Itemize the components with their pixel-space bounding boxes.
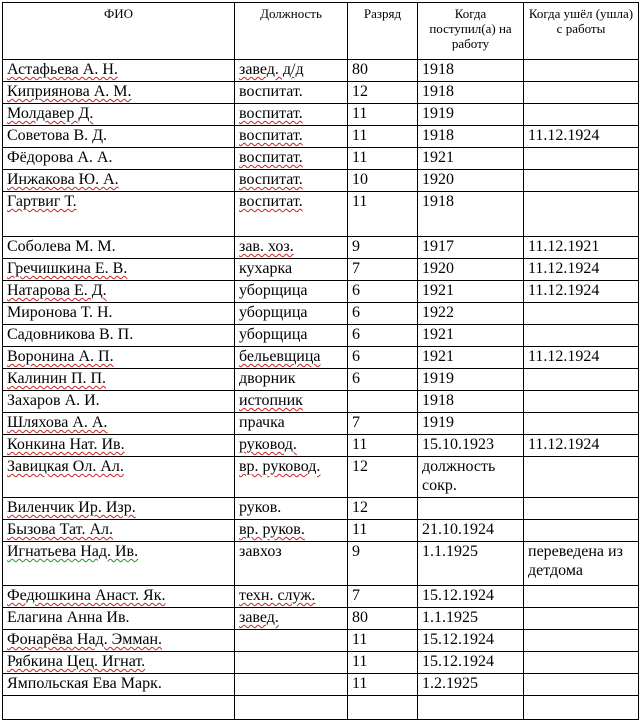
col-header-grade: Разряд xyxy=(348,3,418,60)
staff-left xyxy=(524,391,639,413)
staff-hired xyxy=(418,630,524,652)
staff-name xyxy=(3,498,235,520)
table-row xyxy=(3,347,639,369)
table-row xyxy=(3,674,639,696)
staff-table xyxy=(2,2,639,720)
cell-text: Игнатьева Над. Ив. xyxy=(7,543,139,560)
staff-position xyxy=(235,630,348,652)
staff-hired xyxy=(418,259,524,281)
cell-text: 1.1.1925 xyxy=(422,609,478,626)
staff-name xyxy=(3,60,235,82)
staff-hired xyxy=(418,608,524,630)
staff-left xyxy=(524,520,639,542)
staff-grade xyxy=(348,104,418,126)
staff-hired xyxy=(418,170,524,192)
cell-text: 11.12.1924 xyxy=(528,436,600,453)
staff-grade xyxy=(348,413,418,435)
table-row xyxy=(3,259,639,281)
staff-grade xyxy=(348,674,418,696)
staff-left xyxy=(524,696,639,720)
cell-text: 11 xyxy=(352,631,368,648)
staff-hired xyxy=(418,126,524,148)
staff-name xyxy=(3,435,235,457)
cell-text: Фонарёва Над. Эмман. xyxy=(7,631,163,648)
cell-text: Захаров А. И. xyxy=(7,392,100,409)
cell-text: руков. xyxy=(239,499,282,516)
staff-position xyxy=(235,192,348,237)
staff-name xyxy=(3,630,235,652)
staff-left xyxy=(524,498,639,520)
staff-hired xyxy=(418,60,524,82)
staff-left xyxy=(524,347,639,369)
cell-text: Гартвиг Т. xyxy=(7,193,77,210)
staff-hired xyxy=(418,369,524,391)
staff-left xyxy=(524,586,639,608)
cell-text: 15.12.1924 xyxy=(422,631,494,648)
cell-text: Завицкая Ол. Ал. xyxy=(7,458,124,475)
staff-position xyxy=(235,586,348,608)
cell-text: переведена из детдома xyxy=(528,543,623,579)
cell-text: 15.12.1924 xyxy=(422,587,494,604)
staff-grade xyxy=(348,148,418,170)
cell-text: 10 xyxy=(352,171,368,188)
cell-text: 6 xyxy=(352,326,360,343)
cell-text: 11 xyxy=(352,193,368,210)
staff-name xyxy=(3,542,235,586)
staff-left xyxy=(524,652,639,674)
staff-left xyxy=(524,674,639,696)
staff-hired xyxy=(418,325,524,347)
cell-text: Ямпольская Ева Марк. xyxy=(7,675,162,692)
staff-grade xyxy=(348,60,418,82)
table-row xyxy=(3,325,639,347)
staff-grade xyxy=(348,652,418,674)
staff-grade xyxy=(348,237,418,259)
staff-left xyxy=(524,82,639,104)
cell-text: 6 xyxy=(352,304,360,321)
table-row xyxy=(3,630,639,652)
staff-name xyxy=(3,674,235,696)
staff-left xyxy=(524,237,639,259)
staff-grade xyxy=(348,82,418,104)
staff-name xyxy=(3,325,235,347)
staff-position xyxy=(235,369,348,391)
cell-text: 12 xyxy=(352,458,368,475)
staff-position xyxy=(235,498,348,520)
staff-hired xyxy=(418,82,524,104)
staff-name xyxy=(3,170,235,192)
staff-grade xyxy=(348,325,418,347)
cell-text: Фёдорова А. А. xyxy=(7,149,113,166)
staff-hired xyxy=(418,542,524,586)
staff-left xyxy=(524,170,639,192)
cell-text: вр. руков. xyxy=(239,521,305,538)
staff-hired xyxy=(418,457,524,498)
staff-left xyxy=(524,608,639,630)
staff-name xyxy=(3,457,235,498)
cell-text: 6 xyxy=(352,348,360,365)
table-row xyxy=(3,391,639,413)
cell-text: 6 xyxy=(352,282,360,299)
staff-position xyxy=(235,413,348,435)
cell-text: 7 xyxy=(352,260,360,277)
cell-text: прачка xyxy=(239,414,285,431)
table-row xyxy=(3,60,639,82)
staff-hired xyxy=(418,435,524,457)
staff-grade xyxy=(348,520,418,542)
staff-name xyxy=(3,237,235,259)
cell-text: 11.12.1924 xyxy=(528,282,600,299)
table-row xyxy=(3,237,639,259)
staff-name xyxy=(3,369,235,391)
cell-text: 1.2.1925 xyxy=(422,675,478,692)
staff-left xyxy=(524,435,639,457)
staff-hired xyxy=(418,520,524,542)
staff-position xyxy=(235,281,348,303)
staff-left xyxy=(524,281,639,303)
staff-name xyxy=(3,391,235,413)
cell-text: 1921 xyxy=(422,348,454,365)
staff-hired xyxy=(418,192,524,237)
staff-left xyxy=(524,325,639,347)
cell-text: 11 xyxy=(352,149,368,166)
table-row xyxy=(3,652,639,674)
staff-position xyxy=(235,652,348,674)
col-header-hired: Когда поступил(а) на работу xyxy=(418,3,524,60)
cell-text: Виленчик Ир. Изр. xyxy=(7,499,136,516)
cell-text: 21.10.1924 xyxy=(422,521,494,538)
staff-position xyxy=(235,347,348,369)
cell-text: 1919 xyxy=(422,370,454,387)
staff-grade xyxy=(348,170,418,192)
staff-hired xyxy=(418,303,524,325)
cell-text: 1918 xyxy=(422,61,454,78)
cell-text: 1920 xyxy=(422,260,454,277)
staff-name xyxy=(3,82,235,104)
staff-name xyxy=(3,303,235,325)
staff-position xyxy=(235,608,348,630)
staff-left xyxy=(524,60,639,82)
staff-position xyxy=(235,325,348,347)
staff-position xyxy=(235,126,348,148)
cell-text: 11.12.1924 xyxy=(528,260,600,277)
staff-grade xyxy=(348,126,418,148)
staff-position xyxy=(235,259,348,281)
staff-position xyxy=(235,170,348,192)
cell-text: 1918 xyxy=(422,127,454,144)
table-row xyxy=(3,369,639,391)
cell-text: 1918 xyxy=(422,83,454,100)
staff-grade xyxy=(348,259,418,281)
staff-position xyxy=(235,435,348,457)
cell-text: Калинин П. П. xyxy=(7,370,107,387)
cell-text: дворник xyxy=(239,370,296,387)
staff-grade xyxy=(348,457,418,498)
table-row xyxy=(3,520,639,542)
table-row xyxy=(3,608,639,630)
staff-name xyxy=(3,520,235,542)
staff-position xyxy=(235,696,348,720)
cell-text: уборщица xyxy=(239,282,308,299)
cell-text: 7 xyxy=(352,414,360,431)
staff-grade xyxy=(348,369,418,391)
cell-text: Садовникова В. П. xyxy=(7,326,134,343)
table-row xyxy=(3,82,639,104)
cell-text: уборщица xyxy=(239,326,308,343)
cell-text: 9 xyxy=(352,543,360,560)
table-row xyxy=(3,413,639,435)
cell-text: вр. руковод. xyxy=(239,458,321,475)
cell-text: 1921 xyxy=(422,149,454,166)
staff-position xyxy=(235,82,348,104)
staff-left xyxy=(524,259,639,281)
cell-text: Молдавер Д. xyxy=(7,105,94,122)
cell-text: уборщица xyxy=(239,304,308,321)
table-row xyxy=(3,104,639,126)
staff-left xyxy=(524,630,639,652)
cell-text: 7 xyxy=(352,587,360,604)
cell-text: Шляхова А. А. xyxy=(7,414,108,431)
col-header-fio: ФИО xyxy=(3,3,235,60)
staff-hired xyxy=(418,652,524,674)
staff-grade xyxy=(348,303,418,325)
cell-text: Бызова Тат. Ал. xyxy=(7,521,113,538)
staff-position xyxy=(235,237,348,259)
cell-text: воспитат. xyxy=(239,149,303,166)
cell-text: воспитат. xyxy=(239,171,303,188)
staff-left xyxy=(524,542,639,586)
staff-name xyxy=(3,259,235,281)
cell-text: 15.10.1923 xyxy=(422,436,494,453)
staff-position xyxy=(235,542,348,586)
staff-name xyxy=(3,696,235,720)
cell-text: 80 xyxy=(352,61,368,78)
staff-left xyxy=(524,126,639,148)
col-header-position: Должность xyxy=(235,3,348,60)
staff-hired xyxy=(418,148,524,170)
cell-text: 1919 xyxy=(422,105,454,122)
cell-text: 12 xyxy=(352,83,368,100)
cell-text: Соболева М. М. xyxy=(7,238,116,255)
cell-text: Гречишкина Е. В. xyxy=(7,260,128,277)
cell-text: воспитат. xyxy=(239,83,303,100)
staff-hired xyxy=(418,104,524,126)
table-row xyxy=(3,435,639,457)
table-row xyxy=(3,457,639,498)
staff-name xyxy=(3,413,235,435)
cell-text: 11 xyxy=(352,127,368,144)
table-row xyxy=(3,542,639,586)
cell-text: 1917 xyxy=(422,238,454,255)
col-header-left: Когда ушёл (ушла) с работы xyxy=(524,3,639,60)
cell-text: 11 xyxy=(352,521,368,538)
cell-text: истопник xyxy=(239,392,303,409)
cell-text: Советова В. Д. xyxy=(7,127,108,144)
cell-text: кухарка xyxy=(239,260,293,277)
cell-text: 1.1.1925 xyxy=(422,543,478,560)
staff-left xyxy=(524,457,639,498)
cell-text: 11 xyxy=(352,436,368,453)
cell-text: руковод. xyxy=(239,436,297,453)
staff-position xyxy=(235,391,348,413)
cell-text: завед. xyxy=(239,609,279,626)
staff-name xyxy=(3,126,235,148)
staff-hired xyxy=(418,413,524,435)
table-row xyxy=(3,192,639,237)
cell-text: 1919 xyxy=(422,414,454,431)
cell-text: 1922 xyxy=(422,304,454,321)
staff-grade xyxy=(348,542,418,586)
cell-text: Киприянова А. М. xyxy=(7,83,132,100)
cell-text: Миронова Т. Н. xyxy=(7,304,113,321)
staff-left xyxy=(524,369,639,391)
cell-text: 1920 xyxy=(422,171,454,188)
cell-text: 11.12.1924 xyxy=(528,127,600,144)
cell-text: 11.12.1924 xyxy=(528,348,600,365)
cell-text: воспитат. xyxy=(239,105,303,122)
table-row xyxy=(3,148,639,170)
staff-position xyxy=(235,520,348,542)
staff-name xyxy=(3,281,235,303)
cell-text: 15.12.1924 xyxy=(422,653,494,670)
staff-name xyxy=(3,104,235,126)
staff-grade xyxy=(348,696,418,720)
staff-name xyxy=(3,148,235,170)
staff-name xyxy=(3,586,235,608)
cell-text: 1918 xyxy=(422,193,454,210)
cell-text: должность сокр. xyxy=(422,458,496,494)
staff-left xyxy=(524,104,639,126)
staff-hired xyxy=(418,391,524,413)
table-row xyxy=(3,303,639,325)
cell-text: 1921 xyxy=(422,282,454,299)
table-row xyxy=(3,170,639,192)
staff-grade xyxy=(348,498,418,520)
cell-text: 1921 xyxy=(422,326,454,343)
staff-name xyxy=(3,652,235,674)
staff-grade xyxy=(348,435,418,457)
staff-left xyxy=(524,303,639,325)
staff-grade xyxy=(348,586,418,608)
cell-text: зав. хоз. xyxy=(239,238,294,255)
staff-grade xyxy=(348,608,418,630)
staff-name xyxy=(3,192,235,237)
cell-text: Воронина А. П. xyxy=(7,348,114,365)
cell-text: 9 xyxy=(352,238,360,255)
cell-text: Рябкина Цец. Игнат. xyxy=(7,653,146,670)
staff-grade xyxy=(348,192,418,237)
table-row xyxy=(3,126,639,148)
cell-text: 1918 xyxy=(422,392,454,409)
table-row xyxy=(3,498,639,520)
cell-text: завхоз xyxy=(239,543,282,560)
staff-hired xyxy=(418,498,524,520)
staff-grade xyxy=(348,630,418,652)
staff-position xyxy=(235,60,348,82)
staff-name xyxy=(3,347,235,369)
table-row xyxy=(3,586,639,608)
cell-text: 6 xyxy=(352,370,360,387)
staff-position xyxy=(235,104,348,126)
staff-position xyxy=(235,148,348,170)
cell-text: Астафьева А. Н. xyxy=(7,61,118,78)
cell-text: Конкина Нат. Ив. xyxy=(7,436,125,453)
cell-text: бельевщица xyxy=(239,348,321,365)
staff-left xyxy=(524,413,639,435)
cell-text: Инжакова Ю. А. xyxy=(7,171,119,188)
staff-hired xyxy=(418,237,524,259)
staff-position xyxy=(235,303,348,325)
staff-grade xyxy=(348,391,418,413)
staff-grade xyxy=(348,281,418,303)
staff-left xyxy=(524,192,639,237)
cell-text: завед. д/д xyxy=(239,61,304,78)
staff-left xyxy=(524,148,639,170)
header-row xyxy=(3,3,639,60)
staff-hired xyxy=(418,674,524,696)
cell-text: 11 xyxy=(352,105,368,122)
table-row xyxy=(3,281,639,303)
staff-grade xyxy=(348,347,418,369)
cell-text: 80 xyxy=(352,609,368,626)
staff-hired xyxy=(418,281,524,303)
cell-text: воспитат. xyxy=(239,193,303,210)
staff-hired xyxy=(418,696,524,720)
cell-text: 11 xyxy=(352,675,368,692)
cell-text: воспитат. xyxy=(239,127,303,144)
table-row xyxy=(3,696,639,720)
staff-name xyxy=(3,608,235,630)
staff-hired xyxy=(418,347,524,369)
cell-text: 11.12.1921 xyxy=(528,238,600,255)
staff-position xyxy=(235,674,348,696)
cell-text: Федюшкина Анаст. Як. xyxy=(7,587,166,604)
cell-text: Натарова Е. Д. xyxy=(7,282,107,299)
cell-text: Елагина Анна Ив. xyxy=(7,609,130,626)
cell-text: техн. служ. xyxy=(239,587,316,604)
cell-text: 12 xyxy=(352,499,368,516)
cell-text: 11 xyxy=(352,653,368,670)
staff-position xyxy=(235,457,348,498)
staff-hired xyxy=(418,586,524,608)
